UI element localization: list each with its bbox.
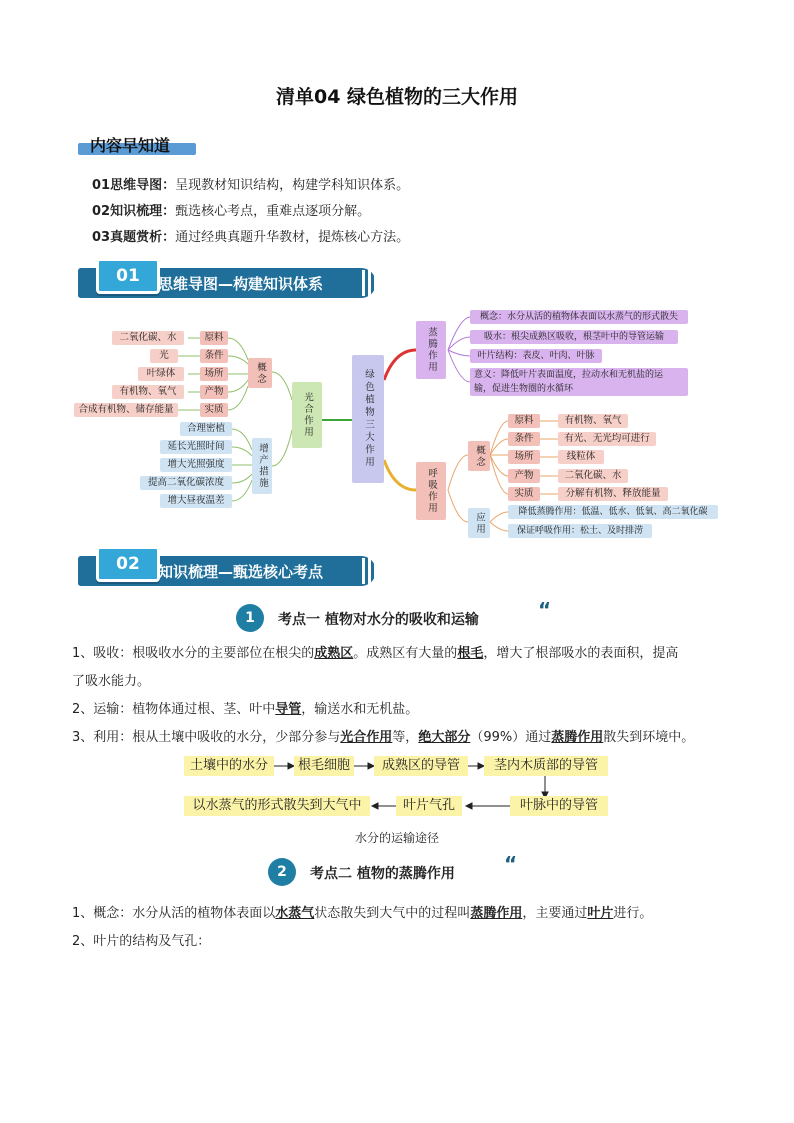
keypoint-number: 2 — [268, 858, 296, 886]
flow-node: 成熟区的导管 — [374, 756, 468, 776]
photo-concept-key: 场所 — [200, 367, 228, 381]
banner-number: 02 — [96, 546, 160, 582]
photo-concept-key: 原料 — [200, 331, 228, 345]
photo-concept-key: 条件 — [200, 349, 228, 363]
photo-concept-key: 实质 — [200, 403, 228, 417]
photo-concept-value: 合成有机物、储存能量 — [74, 403, 178, 417]
photo-increase-item: 提高二氧化碳浓度 — [140, 476, 232, 490]
resp-concept-key: 实质 — [508, 487, 540, 501]
resp-concept-value: 线粒体 — [558, 450, 604, 464]
center-node: 绿色植物三大作用 — [352, 355, 384, 483]
flow-node: 茎内木质部的导管 — [484, 756, 608, 776]
transp-item: 意义：降低叶片表面温度，拉动水和无机盐的运 输，促进生物圈的水循环 — [470, 368, 688, 396]
transp-item: 叶片结构：表皮、叶肉、叶脉 — [470, 349, 602, 363]
intro-item: 01思维导图：呈现教材知识结构，构建学科知识体系。 — [92, 178, 410, 193]
photo-concept-key: 产物 — [200, 385, 228, 399]
photo-increase-item: 增大昼夜温差 — [160, 494, 232, 508]
paragraph-transpiration: 1、概念：水分从活的植物体表面以水蒸气状态散失到大气中的过程叫蒸腾作用，主要通过叶片进行。 2、叶片的结构及气孔： — [72, 906, 653, 949]
photo-concept-node: 概念 — [248, 358, 272, 388]
intro-item: 03真题赏析：通过经典真题升华教材，提炼核心方法。 — [92, 230, 410, 245]
flow-node: 土壤中的水分 — [184, 756, 274, 776]
resp-concept-key: 条件 — [508, 432, 540, 446]
photo-concept-value: 有机物、氧气 — [112, 385, 184, 399]
resp-concept-value: 有光、无光均可进行 — [558, 432, 656, 446]
quote-icon: “ — [538, 598, 552, 622]
intro-item: 02知识梳理：甄选核心考点，重难点逐项分解。 — [92, 204, 371, 219]
transp-item: 概念：水分从活的植物体表面以水蒸气的形式散失 — [470, 310, 688, 324]
flow-node: 叶片气孔 — [396, 796, 462, 816]
photo-concept-value: 二氧化碳、水 — [112, 331, 184, 345]
resp-apply-node: 应用 — [468, 508, 490, 538]
banner-number: 01 — [96, 258, 160, 294]
resp-apply-item: 保证呼吸作用：松土、及时排涝 — [508, 524, 652, 538]
resp-concept-value: 有机物、氧气 — [558, 414, 628, 428]
respiration-node: 呼吸作用 — [416, 462, 446, 520]
banner-text: 知识梳理—甄选核心考点 — [158, 563, 324, 581]
resp-apply-item: 降低蒸腾作用：低温、低水、低氧、高二氧化碳 — [508, 505, 718, 519]
flow-node: 根毛细胞 — [294, 756, 354, 776]
keypoint-title: 考点一 植物对水分的吸收和运输 — [278, 612, 479, 628]
flow-node: 叶脉中的导管 — [510, 796, 608, 816]
photo-increase-item: 合理密植 — [180, 422, 232, 436]
resp-concept-key: 场所 — [508, 450, 540, 464]
resp-concept-value: 二氧化碳、水 — [558, 469, 628, 483]
transpiration-node: 蒸腾作用 — [416, 321, 446, 379]
paragraph-absorption: 1、吸收：根吸收水分的主要部位在根尖的成熟区。成熟区有大量的根毛，增大了根部吸水的表面积，提高 了吸水能力。 2、运输：植物体通过根、茎、叶中导管，输送水和无机盐。 3、利用：根从土壤中吸收的水分，少部分参与光合作用等，绝大部分（99%）通过蒸腾作用散失到环境中。 — [72, 646, 695, 745]
flow-caption: 水分的运输途径 — [354, 831, 439, 845]
photo-increase-item: 延长光照时间 — [160, 440, 232, 454]
flow-node: 以水蒸气的形式散失到大气中 — [184, 796, 370, 816]
resp-concept-node: 概念 — [468, 441, 490, 471]
keypoint-number: 1 — [236, 604, 264, 632]
transp-item: 吸水：根尖成熟区吸收，根茎叶中的导管运输 — [470, 330, 678, 344]
photo-concept-value: 叶绿体 — [138, 367, 184, 381]
resp-concept-key: 产物 — [508, 469, 540, 483]
banner-text: 思维导图—构建知识体系 — [158, 275, 324, 293]
photo-increase-node: 增产措施 — [252, 438, 272, 494]
section-heading-text: 内容早知道 — [90, 136, 171, 155]
photosynthesis-node: 光合作用 — [292, 382, 322, 448]
resp-concept-value: 分解有机物、释放能量 — [558, 487, 668, 501]
keypoint-title: 考点二 植物的蒸腾作用 — [310, 866, 455, 882]
resp-concept-key: 原料 — [508, 414, 540, 428]
quote-icon: “ — [504, 852, 518, 876]
page-title: 清单04 绿色植物的三大作用 — [275, 86, 519, 108]
photo-increase-item: 增大光照强度 — [160, 458, 232, 472]
keypoint-2 — [268, 852, 538, 888]
photo-concept-value: 光 — [150, 349, 178, 363]
